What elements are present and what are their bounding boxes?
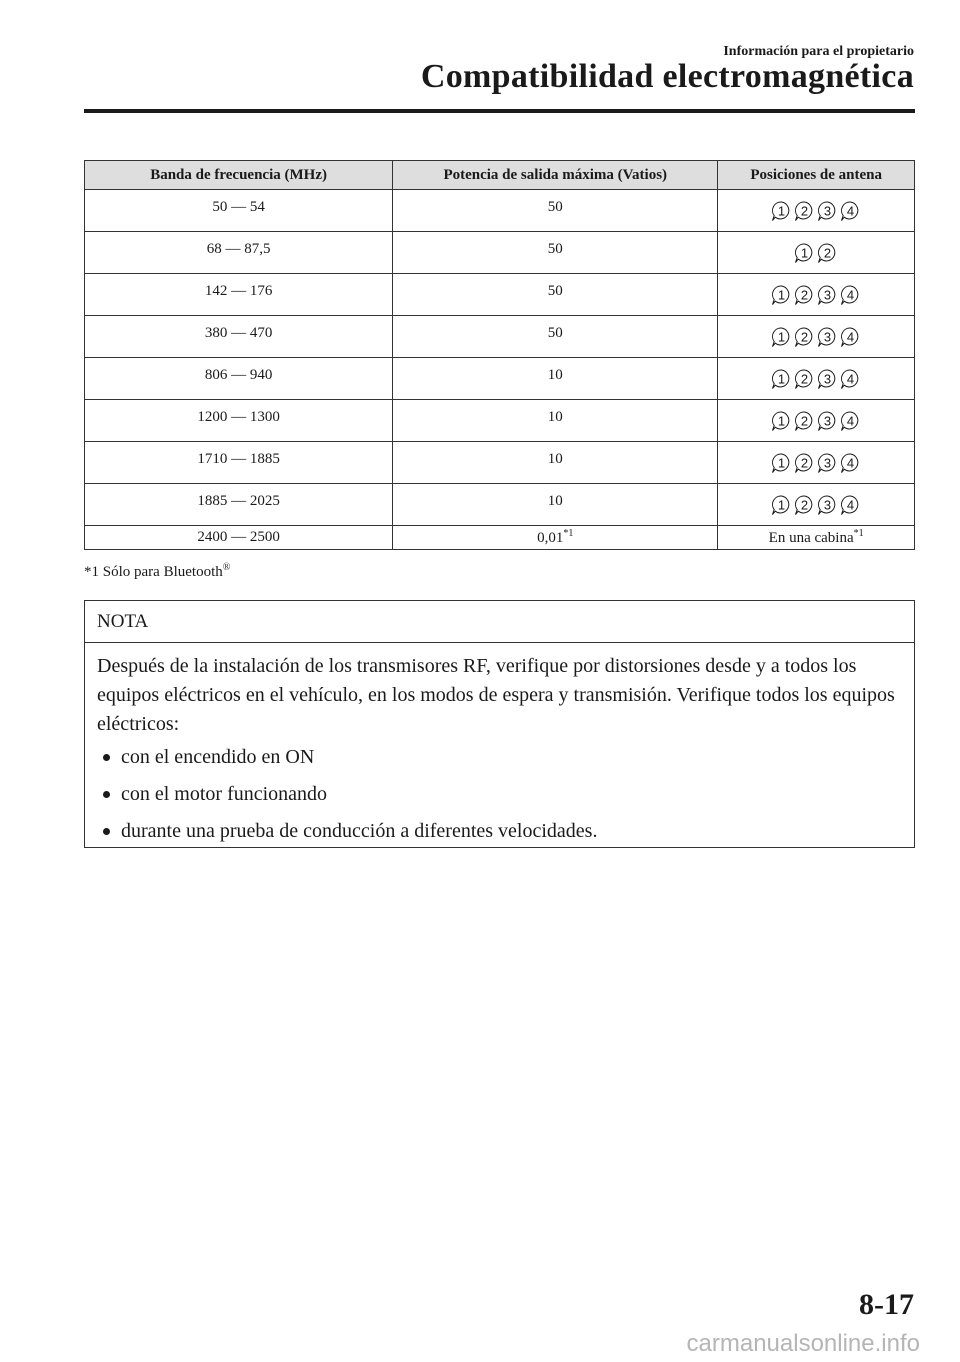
- svg-text:4: 4: [847, 413, 855, 428]
- table-row: [85, 400, 915, 442]
- antenna-position-2-icon: [794, 326, 815, 348]
- antenna-position-icons: [771, 410, 861, 432]
- antenna-position-3-icon: [817, 326, 838, 348]
- power-cell: 50: [393, 232, 718, 274]
- band-cell: 1885 — 2025: [85, 484, 393, 526]
- antenna-position-icons: [771, 284, 861, 306]
- note-heading: NOTA: [85, 601, 914, 643]
- svg-text:4: 4: [847, 497, 855, 512]
- page-title: Compatibilidad electromagnética: [420, 58, 914, 95]
- band-cell: 806 — 940: [85, 358, 393, 400]
- antenna-position-3-icon: [817, 284, 838, 306]
- svg-text:1: 1: [778, 455, 786, 470]
- band-cell: 68 — 87,5: [85, 232, 393, 274]
- antenna-position-1-icon: [771, 368, 792, 390]
- antenna-cell: [718, 232, 915, 274]
- power-value: 0,01: [537, 530, 564, 546]
- antenna-cell: [718, 484, 915, 526]
- band-cell: 1200 — 1300: [85, 400, 393, 442]
- list-item: [97, 780, 902, 809]
- table-row: [85, 442, 915, 484]
- svg-text:1: 1: [778, 413, 786, 428]
- svg-text:3: 3: [824, 371, 832, 386]
- power-cell: 10: [393, 484, 718, 526]
- svg-text:3: 3: [824, 203, 832, 218]
- antenna-position-1-icon: [771, 494, 792, 516]
- table-header-row: [85, 161, 915, 190]
- svg-text:3: 3: [824, 413, 832, 428]
- bullet-icon: [103, 828, 110, 835]
- header-section-label: Información para el propietario: [723, 44, 914, 59]
- antenna-position-2-icon: [794, 494, 815, 516]
- antenna-position-3-icon: [817, 200, 838, 222]
- antenna-position-1-icon: [771, 284, 792, 306]
- svg-text:2: 2: [801, 413, 809, 428]
- antenna-position-2-icon: [794, 452, 815, 474]
- svg-text:4: 4: [847, 329, 855, 344]
- svg-text:2: 2: [801, 203, 809, 218]
- power-cell: 50: [393, 190, 718, 232]
- footnote-mark: *1: [853, 528, 864, 539]
- antenna-position-4-icon: [840, 284, 861, 306]
- antenna-cell: [718, 358, 915, 400]
- antenna-position-4-icon: [840, 326, 861, 348]
- header-frequency-band: Banda de frecuencia (MHz): [85, 161, 393, 190]
- antenna-position-2-icon: [794, 368, 815, 390]
- antenna-position-2-icon: [794, 410, 815, 432]
- antenna-position-4-icon: [840, 410, 861, 432]
- svg-text:4: 4: [847, 455, 855, 470]
- antenna-position-4-icon: [840, 368, 861, 390]
- svg-text:3: 3: [824, 287, 832, 302]
- antenna-position-2-icon: [794, 200, 815, 222]
- antenna-position-1-icon: [794, 242, 815, 264]
- registered-mark: ®: [222, 562, 231, 573]
- bullet-icon: [103, 791, 110, 798]
- list-item: [97, 743, 902, 772]
- page-number: 8-17: [859, 1288, 914, 1321]
- list-item: [97, 817, 902, 846]
- antenna-cell: [718, 190, 915, 232]
- note-bullet-list: [97, 743, 902, 846]
- antenna-position-2-icon: [817, 242, 838, 264]
- bullet-icon: [103, 754, 110, 761]
- svg-text:1: 1: [778, 329, 786, 344]
- band-cell: 142 — 176: [85, 274, 393, 316]
- svg-text:2: 2: [801, 287, 809, 302]
- antenna-cell: [718, 274, 915, 316]
- antenna-position-4-icon: [840, 452, 861, 474]
- note-box: [84, 600, 915, 848]
- svg-text:4: 4: [847, 371, 855, 386]
- antenna-position-3-icon: [817, 452, 838, 474]
- power-cell: [393, 526, 718, 550]
- antenna-position-4-icon: [840, 200, 861, 222]
- svg-text:2: 2: [801, 455, 809, 470]
- svg-text:1: 1: [778, 371, 786, 386]
- antenna-position-1-icon: [771, 200, 792, 222]
- antenna-cell: [718, 526, 915, 550]
- svg-text:4: 4: [847, 287, 855, 302]
- footnote-mark: *1: [563, 528, 574, 539]
- power-cell: 50: [393, 274, 718, 316]
- antenna-cell: [718, 400, 915, 442]
- watermark: carmanualsonline.info: [686, 1330, 920, 1357]
- antenna-position-4-icon: [840, 494, 861, 516]
- svg-text:1: 1: [778, 203, 786, 218]
- band-cell: 2400 — 2500: [85, 526, 393, 550]
- antenna-cell: [718, 442, 915, 484]
- svg-text:3: 3: [824, 497, 832, 512]
- bullet-text: durante una prueba de conducción a diferentes velocidades.: [121, 820, 598, 842]
- antenna-position-2-icon: [794, 284, 815, 306]
- frequency-table: [84, 160, 915, 550]
- band-cell: 1710 — 1885: [85, 442, 393, 484]
- power-cell: 10: [393, 358, 718, 400]
- table-row: [85, 484, 915, 526]
- antenna-cell: [718, 316, 915, 358]
- svg-text:2: 2: [801, 329, 809, 344]
- note-paragraph: Después de la instalación de los transmisores RF, verifique por distorsiones desde y a todos los equipos eléctricos en el vehículo, en los modos de espera y transmisión. Verifique todos los equipos eléctricos:: [97, 655, 895, 735]
- band-cell: 50 — 54: [85, 190, 393, 232]
- antenna-position-icons: [771, 368, 861, 390]
- svg-text:2: 2: [801, 371, 809, 386]
- table-row: [85, 190, 915, 232]
- svg-text:1: 1: [801, 245, 809, 260]
- svg-text:2: 2: [824, 245, 832, 260]
- antenna-position-1-icon: [771, 410, 792, 432]
- svg-text:3: 3: [824, 455, 832, 470]
- header-max-power: Potencia de salida máxima (Vatios): [393, 161, 718, 190]
- table-row: [85, 358, 915, 400]
- antenna-position-3-icon: [817, 368, 838, 390]
- table-row: [85, 232, 915, 274]
- bullet-text: con el encendido en ON: [121, 746, 315, 768]
- svg-text:4: 4: [847, 203, 855, 218]
- power-cell: 50: [393, 316, 718, 358]
- antenna-position-icons: [771, 326, 861, 348]
- table-row: [85, 274, 915, 316]
- antenna-position-3-icon: [817, 494, 838, 516]
- antenna-position-1-icon: [771, 326, 792, 348]
- antenna-position-icons: [794, 242, 838, 264]
- power-cell: 10: [393, 400, 718, 442]
- antenna-position-1-icon: [771, 452, 792, 474]
- svg-text:2: 2: [801, 497, 809, 512]
- position-text: En una cabina: [768, 530, 854, 546]
- table-row: [85, 526, 915, 550]
- table-footnote: [84, 562, 230, 581]
- antenna-position-3-icon: [817, 410, 838, 432]
- band-cell: 380 — 470: [85, 316, 393, 358]
- antenna-position-icons: [771, 200, 861, 222]
- footnote-text: *1 Sólo para Bluetooth: [84, 564, 223, 580]
- antenna-position-icons: [771, 452, 861, 474]
- power-cell: 10: [393, 442, 718, 484]
- bullet-text: con el motor funcionando: [121, 783, 328, 805]
- svg-text:1: 1: [778, 497, 786, 512]
- svg-text:1: 1: [778, 287, 786, 302]
- svg-text:3: 3: [824, 329, 832, 344]
- antenna-position-icons: [771, 494, 861, 516]
- header-antenna-positions: Posiciones de antena: [718, 161, 915, 190]
- header-divider: [84, 109, 915, 113]
- note-body: [85, 643, 914, 846]
- table-row: [85, 316, 915, 358]
